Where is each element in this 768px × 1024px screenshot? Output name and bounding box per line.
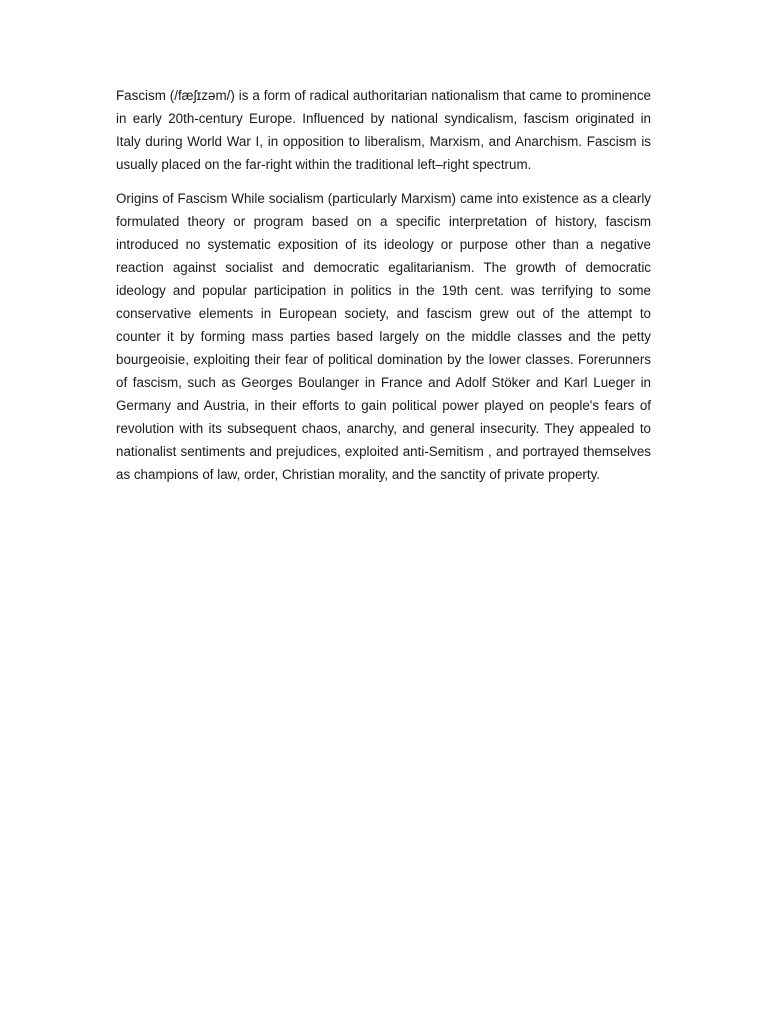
paragraph-origins-of-fascism: Origins of Fascism While socialism (particularly Marxism) came into existence as a clearly formulated theory or program based on a specific interpretation of history, fascism introduced no systematic exposition of its ideology or purpose other than a negative reaction against socialist and democratic egalitarianism. The growth of democratic ideology and popular participation in politics in the 19th cent. was terrifying to some conservative elements in European society, and fascism grew out of the attempt to counter it by forming mass parties based largely on the middle classes and the petty bourgeoisie, exploiting their fear of political domination by the lower classes. Forerunners of fascism, such as Georges Boulanger in France and Adolf Stöker and Karl Lueger in Germany and Austria, in their efforts to gain political power played on people's fears of revolution with its subsequent chaos, anarchy, and general insecurity. They appealed to nationalist sentiments and prejudices, exploited anti-Semitism , and portrayed themselves as champions of law, order, Christian morality, and the sanctity of private property. — [116, 191, 651, 482]
paragraph-fascism-definition: Fascism (/fæʃɪzəm/) is a form of radical authoritarian nationalism that came to prominence in early 20th-century Europe. Influenced by national syndicalism, fascism originated in Italy during World War I, in opposition to liberalism, Marxism, and Anarchism. Fascism is usually placed on the far-right within the traditional left–right spectrum. — [116, 88, 651, 172]
document-body — [116, 84, 651, 486]
